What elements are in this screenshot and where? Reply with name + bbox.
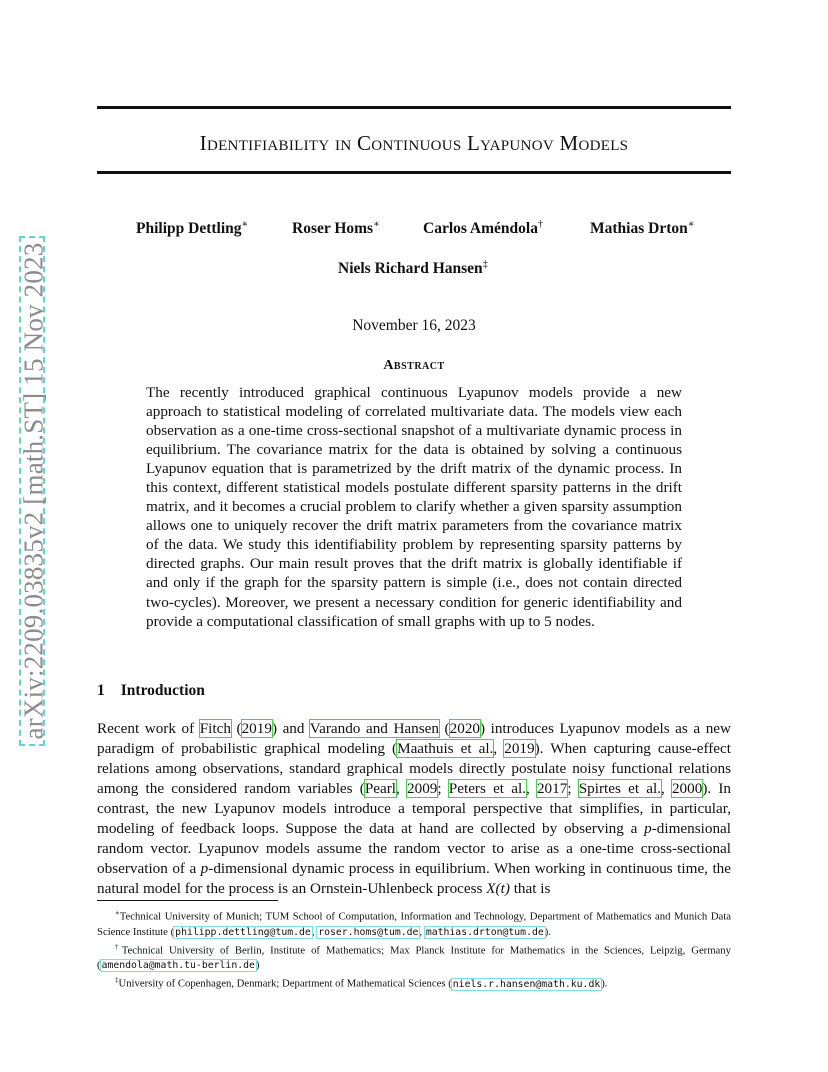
author-mark: ∗ — [241, 219, 249, 230]
footnote-1 — [97, 906, 731, 940]
email-link[interactable]: amendola@math.tu-berlin.de — [101, 960, 255, 972]
author-name: Niels Richard Hansen — [338, 260, 483, 278]
intro-paragraph — [97, 719, 731, 899]
intro-text: ( — [230, 720, 242, 737]
footnote-end: ). — [544, 925, 552, 938]
intro-text: that is — [509, 880, 551, 897]
citation-link[interactable]: 2019 — [504, 740, 535, 757]
author-name: Mathias Drton — [590, 220, 688, 238]
citation-link[interactable]: Fitch — [199, 720, 231, 737]
intro-text: , — [660, 780, 672, 797]
email-link[interactable]: philipp.dettling@tum.de — [175, 926, 311, 938]
email-link[interactable]: mathias.drton@tum.de — [425, 926, 544, 938]
intro-text: ). In contrast, the new Lyapunov models introduce a temporal perspective that simplifies, in particular, modeling of feedback loops. Suppose the data at hand are collected by observing a — [97, 780, 731, 837]
footnote-text: Technical University of Munich; TUM School of Computation, Information and Technology, Department of Mathematics and Munich Data Science Institute ( — [97, 910, 731, 938]
footnote-2 — [97, 940, 731, 974]
email-link[interactable]: niels.r.hansen@math.ku.dk — [452, 978, 601, 990]
intro-text: ( — [439, 720, 450, 737]
intro-text: -dimensional random vector. Lyapunov models assume the random vector to arise as a one-time cross-sectional observation of a — [97, 820, 731, 877]
math-symbol: p — [644, 820, 652, 837]
author-name: Carlos Améndola — [423, 220, 538, 238]
footnote-mark: ∗ — [115, 909, 120, 917]
intro-text: ; — [567, 780, 579, 797]
section-heading — [97, 682, 205, 700]
intro-text: ). When capturing cause-effect relations among observations, standard graphical models directly postulate noisy functional relations among the considered random variables ( — [97, 740, 731, 797]
section-title: Introduction — [120, 682, 205, 699]
citation-link[interactable]: 2019 — [241, 720, 272, 737]
math-symbol: X(t) — [486, 880, 510, 897]
intro-text: -dimensional dynamic process in equilibrium. When working in continuous time, the natural model for the process is an Ornstein-Uhlenbeck process — [97, 860, 732, 897]
citation-link[interactable]: 2009 — [407, 780, 438, 797]
footnote-sep: , — [311, 925, 318, 938]
footnote-mark: † — [115, 942, 122, 951]
intro-text: ) and — [271, 720, 310, 737]
footnote-end: ) — [255, 959, 260, 972]
math-symbol: p — [200, 860, 209, 877]
author-name: Philipp Dettling — [136, 220, 242, 238]
author-mark: ∗ — [373, 219, 380, 230]
author-mark: ∗ — [687, 219, 695, 230]
paper-date: November 16, 2023 — [352, 317, 476, 334]
arxiv-id[interactable]: arXiv:2209.03835v2 [math.ST] 15 Nov 2023 — [18, 242, 49, 740]
author-3 — [423, 219, 543, 238]
citation-link[interactable]: Varando and Hansen — [309, 720, 439, 737]
citation-link[interactable]: Maathuis et al. — [397, 740, 494, 757]
intro-text: ) introduces Lyapunov models as a new paradigm of probabilistic graphical modeling ( — [97, 720, 731, 757]
citation-link[interactable]: 2000 — [671, 780, 703, 797]
citation-link[interactable]: Peters et al. — [448, 780, 526, 797]
abstract-heading: Abstract — [383, 358, 445, 373]
title-bottom-rule — [97, 171, 731, 174]
citation-link[interactable]: 2017 — [536, 780, 568, 797]
author-1 — [136, 219, 248, 238]
intro-text: , — [493, 740, 505, 757]
title-top-rule — [97, 106, 731, 109]
intro-text: Recent work of — [97, 720, 200, 737]
paper-title: Identifiability in Continuous Lyapunov Models — [199, 131, 629, 155]
intro-text: , — [396, 780, 407, 797]
author-mark: † — [537, 219, 543, 230]
author-4 — [590, 219, 695, 238]
section-number: 1 — [97, 682, 105, 699]
footnote-rule — [97, 900, 278, 901]
footnote-3 — [97, 973, 731, 992]
arxiv-stamp[interactable] — [16, 236, 52, 746]
footnote-text: Technical University of Berlin, Institute of Mathematics; Max Planck Institute for Mathematics in the Sciences, Leipzig, Germany ( — [97, 944, 731, 972]
author-mark: ‡ — [482, 259, 488, 270]
footnote-end: ). — [601, 977, 608, 990]
intro-text: , — [525, 780, 537, 797]
citation-link[interactable]: Pearl — [364, 780, 397, 797]
email-link[interactable]: roser.homs@tum.de — [318, 926, 419, 938]
author-2 — [292, 219, 380, 238]
intro-text: ; — [437, 780, 449, 797]
footnote-text: University of Copenhagen, Denmark; Department of Mathematical Sciences ( — [118, 977, 452, 990]
footnote-sep: , — [419, 925, 425, 938]
footnote-mark: ‡ — [115, 976, 119, 985]
citation-link[interactable]: Spirtes et al. — [578, 780, 661, 797]
abstract-text: The recently introduced graphical continuous Lyapunov models provide a new approach to statistical modeling of correlated multivariate data. The models view each observation as a one-time cross-sectional snapshot of a multivariate dynamic process in equilibrium. The covariance matrix for the data is obtained by solving a continuous Lyapunov equation that is parametrized by the drift matrix of the dynamic process. In this context, different statistical models postulate different sparsity patterns in the drift matrix, and it becomes a crucial problem to clarify whether a given sparsity assumption allows one to uniquely recover the drift matrix parameters from the covariance matrix of the data. We study this identifiability problem by representing sparsity patterns by directed graphs. Our main result proves that the drift matrix is globally identifiable if and only if the graph for the sparsity pattern is simple (i.e., does not contain directed two-cycles). Moreover, we present a necessary condition for generic identifiability and provide a computational classification of small graphs with up to 5 nodes. — [146, 384, 682, 630]
author-name: Roser Homs — [292, 220, 374, 238]
citation-link[interactable]: 2020 — [449, 720, 480, 737]
footnotes — [97, 906, 731, 992]
author-5 — [338, 259, 488, 278]
